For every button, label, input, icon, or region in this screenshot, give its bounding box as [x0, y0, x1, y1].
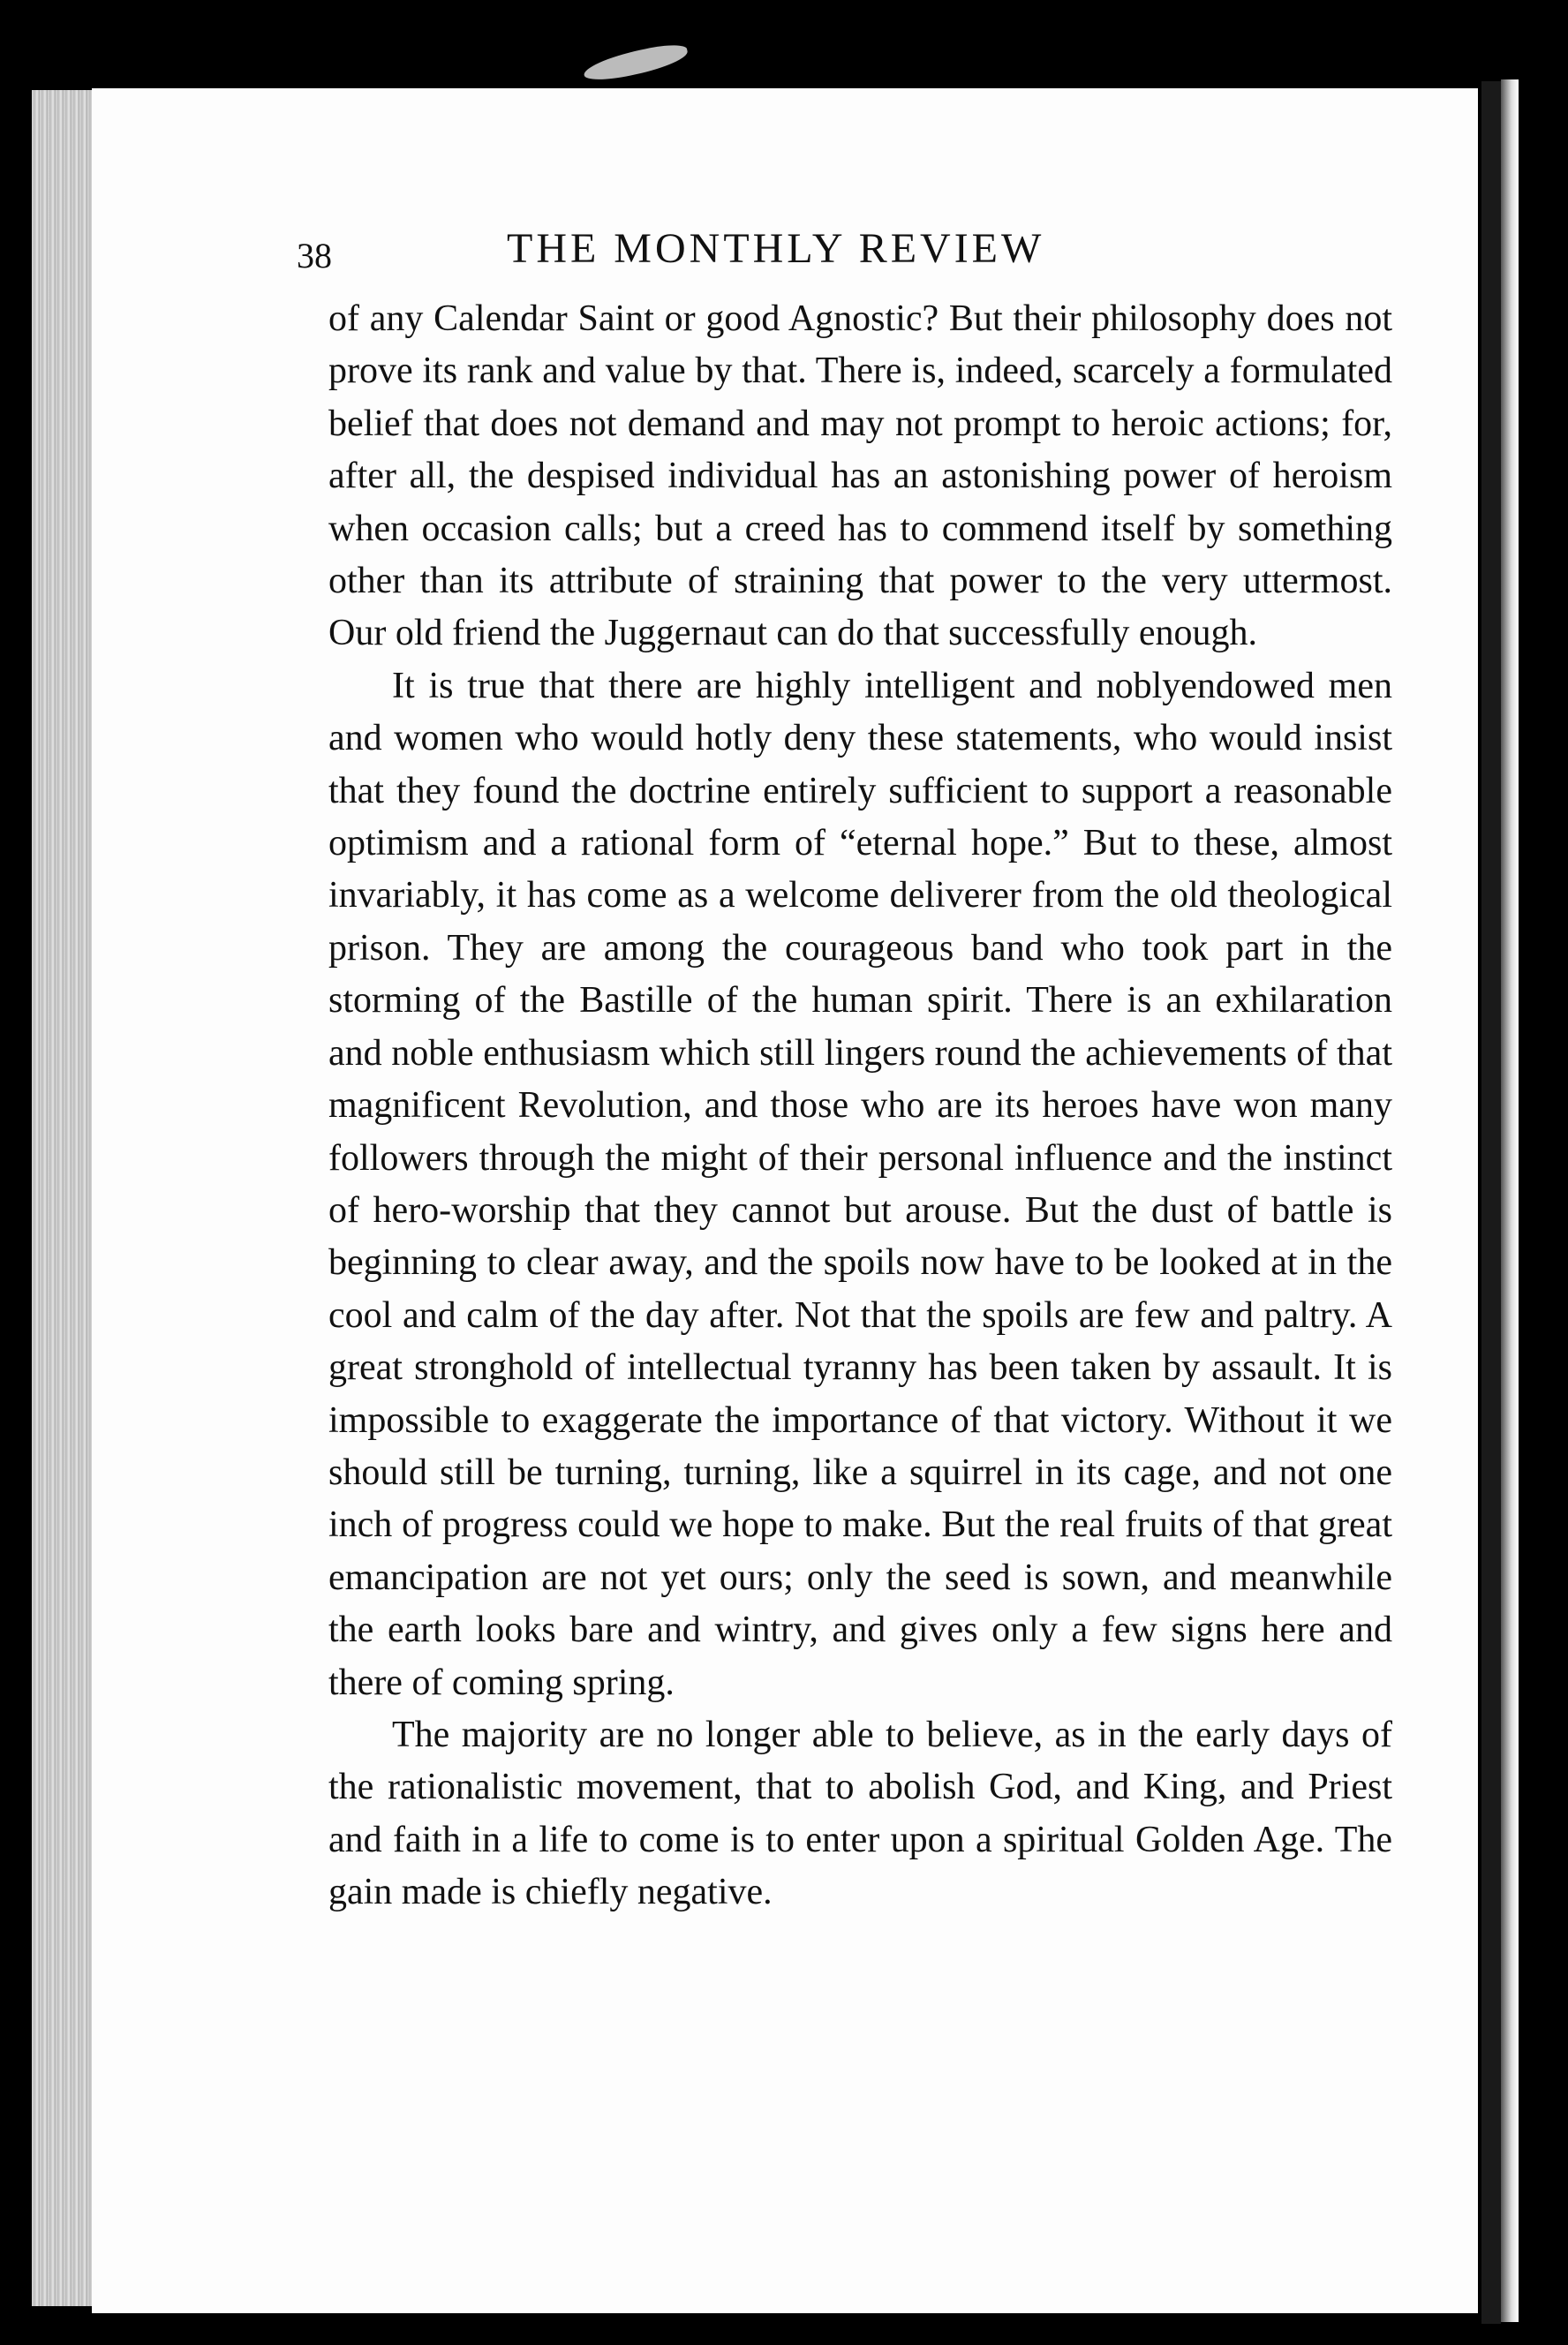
paragraph-1-text: of any Calendar Saint or good Agnostic? But their philosophy does not prove its rank and value by that. There is, indeed, scarcely a formulated belief that does not demand and may not prompt to heroic actions; for, after all, the despised individual has an astonishing power of heroism when occasion calls; but a creed has to commend itself by something other than its attribute of straining that power to the very uttermost. Our old friend the Juggernaut can do that successfully enough.: [328, 298, 1392, 654]
running-title: THE MONTHLY REVIEW: [507, 225, 1045, 272]
body-text: [328, 293, 1392, 1919]
paragraph-1: [328, 293, 1392, 660]
paragraph-2: [328, 660, 1392, 1709]
facing-page-edge: [1501, 79, 1519, 2322]
book-page-edges: [32, 90, 95, 2306]
page-header: [297, 224, 1180, 279]
gutter-shadow: [1481, 81, 1501, 2324]
paragraph-2-text: It is true that there are highly intelligent and noblyendowed men and women who would hotly deny these statements, who would insist that they found the doctrine entirely sufficient to support a reasonable optimism and a rational form of “eternal hope.” But to these, almost invariably, it has come as a welcome deliverer from the old theological prison. They are among the courageous band who took part in the storming of the Bastille of the human spirit. There is an exhilaration and noble enthusiasm which still lingers round the achievements of that magnificent Revolution, and those who are its heroes have won many followers through the might of their personal influence and the instinct of hero-worship that they cannot but arouse. But the dust of battle is beginning to clear away, and the spoils now have to be looked at in the cool and calm of the day after. Not that the spoils are few and paltry. A great stronghold of intellectual tyranny has been taken by assault. It is impossible to exaggerate the importance of that victory. Without it we should still be turning, turning, like a squirrel in its cage, and not one inch of progress could we hope to make. But the real fruits of that great emancipation are not yet ours; only the seed is sown, and meanwhile the earth looks bare and wintry, and gives only a few signs here and there of coming spring.: [328, 665, 1392, 1703]
paragraph-3-text: The majority are no longer able to believe, as in the early days of the rationalistic movement, that to abolish God, and King, and Priest and faith in a life to come is to enter upon a spiritual Golden Age. The gain made is chiefly negative.: [328, 1714, 1392, 1913]
page-number: 38: [297, 236, 332, 275]
paragraph-3: [328, 1709, 1392, 1919]
